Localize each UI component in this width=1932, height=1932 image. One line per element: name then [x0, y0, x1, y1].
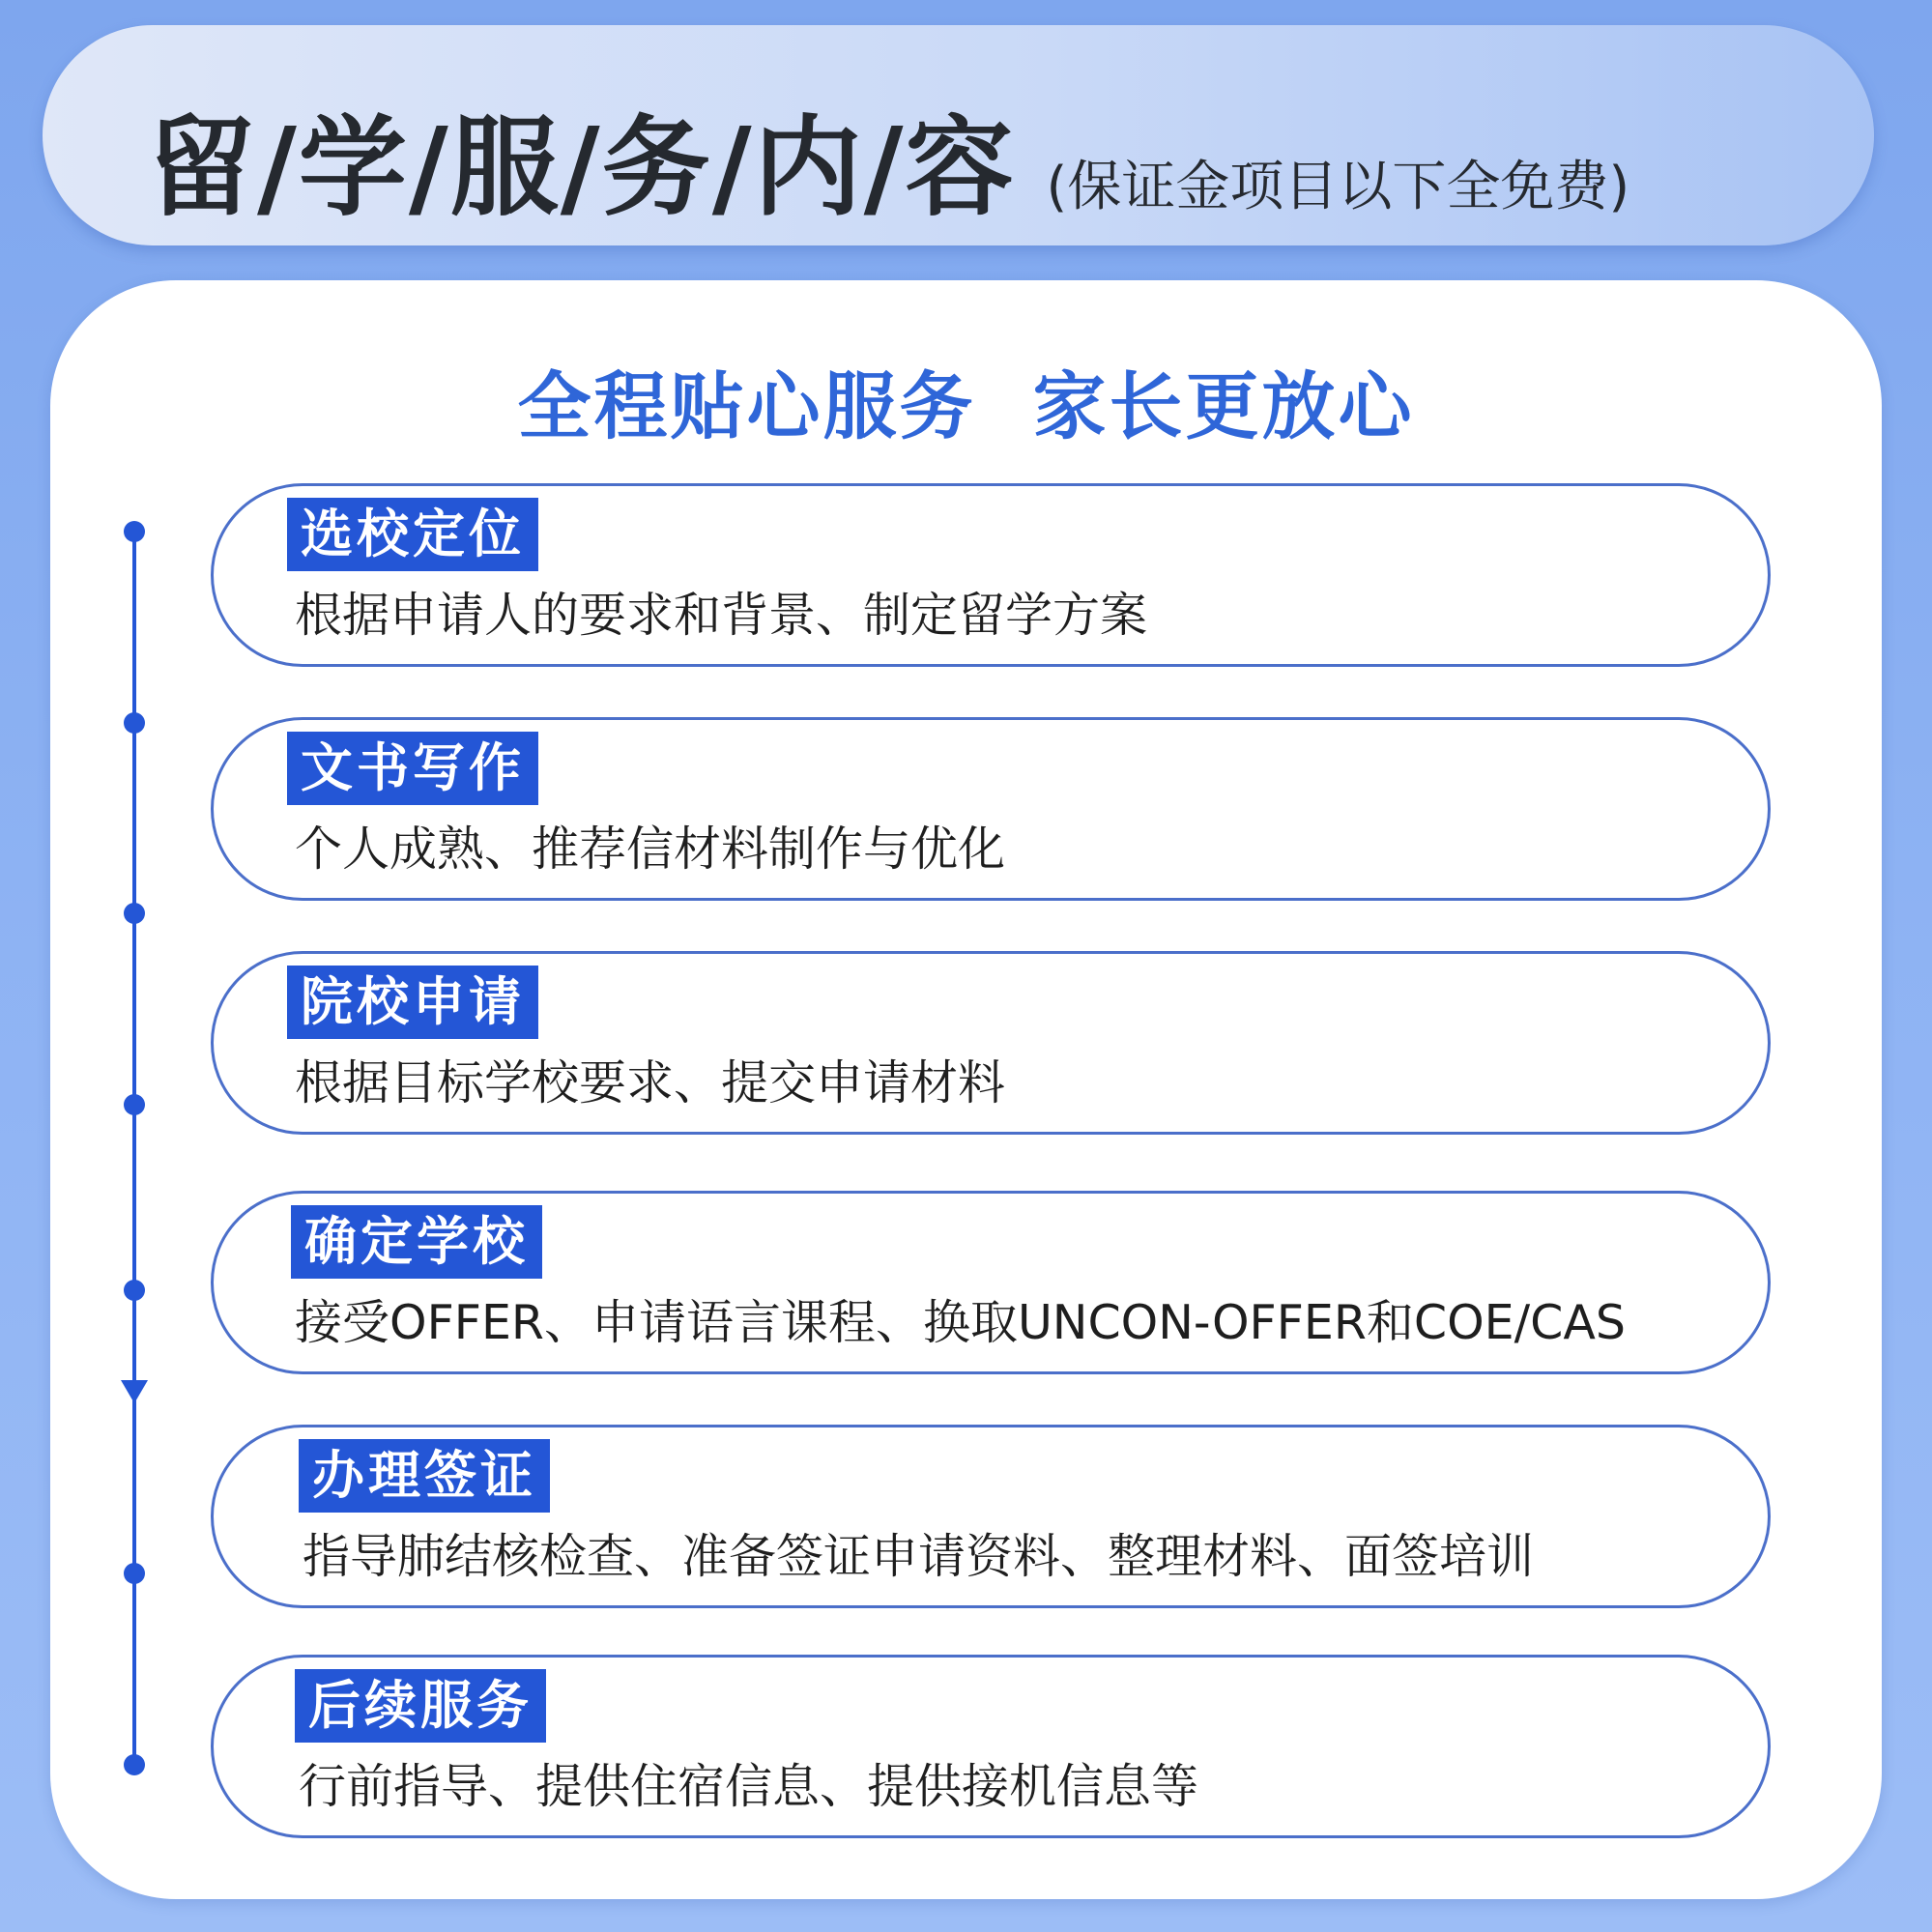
page-subtitle: (保证金项目以下全免费): [1046, 156, 1630, 218]
service-title: 院校申请: [287, 966, 538, 1039]
service-description: 接受OFFER、申请语言课程、换取UNCON-OFFER和COE/CAS: [295, 1295, 1626, 1350]
service-title: 选校定位: [287, 498, 538, 571]
service-description: 根据申请人的要求和背景、制定留学方案: [295, 588, 1148, 643]
service-title: 后续服务: [295, 1669, 546, 1743]
service-item-application: [211, 951, 1771, 1135]
header-title-group: [147, 81, 1630, 231]
service-description: 根据目标学校要求、提交申请材料: [295, 1055, 1006, 1110]
service-title: 文书写作: [287, 732, 538, 805]
service-title: 办理签证: [299, 1439, 550, 1513]
service-description: 行前指导、提供住宿信息、提供接机信息等: [299, 1759, 1199, 1814]
card-heading: 全程贴心服务 家长更放心: [517, 363, 1415, 449]
service-item-visa: [211, 1425, 1771, 1608]
page-title: 留/学/服/务/内/容: [147, 105, 1016, 231]
service-item-follow-up: [211, 1655, 1771, 1838]
service-item-school-selection: [211, 483, 1771, 667]
service-description: 指导肺结核检查、准备签证申请资料、整理材料、面签培训: [303, 1529, 1535, 1584]
service-title: 确定学校: [291, 1205, 542, 1279]
service-description: 个人成熟、推荐信材料制作与优化: [295, 822, 1006, 877]
service-item-document-writing: [211, 717, 1771, 901]
service-item-confirm-school: [211, 1191, 1771, 1374]
